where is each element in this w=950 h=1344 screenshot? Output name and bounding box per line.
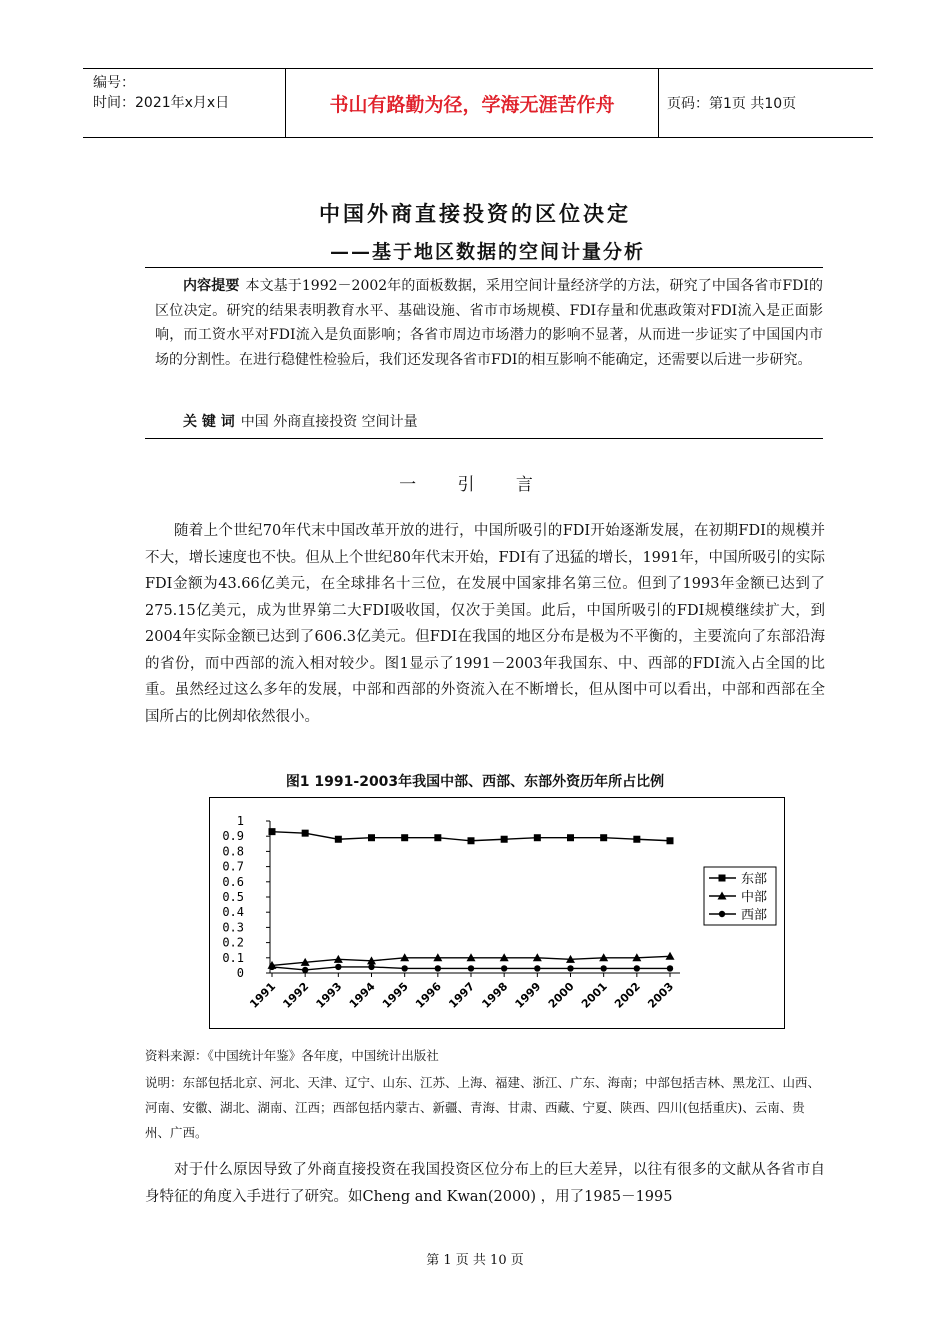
page-footer: 第 1 页 共 10 页 bbox=[426, 1253, 524, 1268]
y-tick-label: 0.1 bbox=[222, 950, 244, 965]
x-tick-label: 1992 bbox=[280, 979, 312, 1011]
x-tick-label: 1993 bbox=[313, 979, 345, 1011]
data-point-circle bbox=[435, 965, 441, 971]
abstract bbox=[155, 274, 823, 372]
data-point-circle bbox=[401, 965, 407, 971]
header-page-number: 页码：第1页 共10页 bbox=[667, 96, 797, 112]
figure-caption: 图1 1991-2003年我国中部、西部、东部外资历年所占比例 bbox=[285, 774, 665, 790]
keywords-text: 中国 外商直接投资 空间计量 bbox=[240, 414, 418, 430]
header-info-cell bbox=[83, 69, 285, 137]
legend-label: 西部 bbox=[741, 908, 768, 923]
data-point-circle bbox=[501, 965, 507, 971]
header-motto: 书山有路勤为径，学海无涯苦作舟 bbox=[285, 69, 659, 137]
data-point-square bbox=[501, 836, 508, 843]
legend-label: 中部 bbox=[741, 890, 768, 905]
x-tick-label: 1991 bbox=[247, 979, 279, 1011]
body-paragraph-2: 对于什么原因导致了外商直接投资在我国投资区位分布上的巨大差异，以往有很多的文献从各省市自身特征的角度入手进行了研究。如Cheng and Kwan(2000) ，用了1985－1995 bbox=[145, 1162, 825, 1205]
data-point-circle bbox=[335, 964, 341, 970]
y-tick-label: 0.7 bbox=[222, 859, 244, 874]
data-point-circle bbox=[567, 965, 573, 971]
x-tick-label: 2000 bbox=[545, 979, 577, 1011]
abstract-box bbox=[145, 267, 823, 439]
figure-source: 资料来源：《中国统计年鉴》各年度，中国统计出版社 bbox=[145, 1048, 439, 1063]
data-point-square bbox=[434, 834, 441, 841]
x-tick-label: 2001 bbox=[578, 979, 610, 1011]
data-point-circle bbox=[667, 965, 673, 971]
data-point-square bbox=[401, 834, 408, 841]
y-tick-label: 0.9 bbox=[222, 829, 244, 844]
data-point-square bbox=[269, 828, 276, 835]
data-point-circle bbox=[269, 964, 275, 970]
y-tick-label: 0.8 bbox=[222, 844, 244, 859]
data-point-circle bbox=[600, 965, 606, 971]
keywords-label: 关 键 词 bbox=[183, 414, 235, 430]
y-tick-label: 0.5 bbox=[222, 890, 244, 904]
data-point-square bbox=[468, 837, 475, 844]
data-point-square bbox=[368, 834, 375, 841]
data-point-circle bbox=[534, 965, 540, 971]
data-point-square bbox=[302, 830, 309, 837]
y-tick-label: 0.6 bbox=[222, 874, 244, 889]
figure-note: 说明：东部包括北京、河北、天津、辽宁、山东、江苏、上海、福建、浙江、广东、海南；中部包括吉林、黑龙江、山西、河南、安徽、湖北、湖南、江西；西部包括内蒙古、新疆、青海、甘肃、西藏、宁夏、陕西、四川(包括重庆)、云南、贵州、广西。 bbox=[145, 1075, 821, 1140]
y-tick-label: 0.4 bbox=[222, 905, 244, 920]
legend-marker-circle bbox=[719, 911, 725, 917]
body-paragraph-1: 随着上个世纪70年代末中国改革开放的进行，中国所吸引的FDI开始逐渐发展，在初期FDI的规模并不大，增长速度也不快。但从上个世纪80年代末开始，FDI有了迅猛的增长，1991年，中国所吸引的实际FDI金额为43.66亿美元，在全球排名十三位，在发展中国家排名第三位。但到了1993年金额已达到了275.15亿美元，成为世界第二大FDI吸收国，仅次于美国。此后，中国所吸引的FDI规模继续扩大，到2004年实际金额已达到了606.3亿美元。但FDI在我国的地区分布是极为不平衡的，主要流向了东部沿海的省份，而中西部的流入相对较少。图1显示了1991－2003年我国东、中、西部的FDI流入占全国的比重。虽然经过这么多年的发展，中部和西部的外资流入在不断增长，但从图中可以看出，中部和西部在全国所占的比例却依然很小。 bbox=[145, 523, 825, 725]
x-tick-label: 1995 bbox=[379, 979, 411, 1011]
y-tick-label: 0 bbox=[236, 966, 244, 980]
paper-title: 中国外商直接投资的区位决定 bbox=[319, 201, 631, 226]
y-tick-label: 0.3 bbox=[222, 920, 244, 935]
data-point-square bbox=[667, 837, 674, 844]
data-point-square bbox=[534, 834, 541, 841]
section-heading: 一 引 言 bbox=[399, 475, 551, 495]
legend-label: 东部 bbox=[741, 872, 768, 887]
x-tick-label: 1999 bbox=[512, 979, 544, 1011]
data-point-square bbox=[335, 836, 342, 843]
x-tick-label: 1994 bbox=[346, 979, 378, 1011]
data-point-circle bbox=[634, 965, 640, 971]
data-point-circle bbox=[368, 964, 374, 970]
document-number: 编号： bbox=[93, 75, 135, 91]
y-tick-label: 1 bbox=[236, 814, 244, 828]
data-point-circle bbox=[302, 967, 308, 973]
header-table bbox=[83, 68, 873, 138]
x-tick-label: 2003 bbox=[645, 979, 677, 1011]
data-point-square bbox=[600, 834, 607, 841]
chart-svg bbox=[210, 798, 784, 1028]
abstract-text: 本文基于1992－2002年的面板数据，采用空间计量经济学的方法，研究了中国各省市FDI的区位决定。研究的结果表明教育水平、基础设施、省市市场规模、FDI存量和优惠政策对FDI流入是正面影响，而工资水平对FDI流入是负面影响；各省市周边市场潜力的影响不显著，从而进一步证实了中国国内市场的分割性。在进行稳健性检验后，我们还发现各省市FDI的相互影响不能确定，还需要以后进一步研究。 bbox=[155, 278, 823, 368]
legend-marker-square bbox=[719, 875, 726, 882]
document-time: 时间：2021年x月x日 bbox=[93, 95, 230, 111]
x-tick-label: 1996 bbox=[413, 979, 444, 1011]
keywords bbox=[183, 411, 418, 431]
data-point-circle bbox=[468, 965, 474, 971]
x-tick-label: 1998 bbox=[479, 979, 511, 1011]
abstract-label: 内容提要 bbox=[183, 278, 240, 294]
y-tick-label: 0.2 bbox=[222, 935, 244, 950]
data-point-square bbox=[567, 834, 574, 841]
x-tick-label: 2002 bbox=[612, 979, 643, 1011]
data-point-square bbox=[633, 836, 640, 843]
paper-subtitle: ——基于地区数据的空间计量分析 bbox=[330, 241, 646, 263]
x-tick-label: 1997 bbox=[446, 979, 478, 1011]
fdi-share-chart bbox=[209, 797, 785, 1029]
